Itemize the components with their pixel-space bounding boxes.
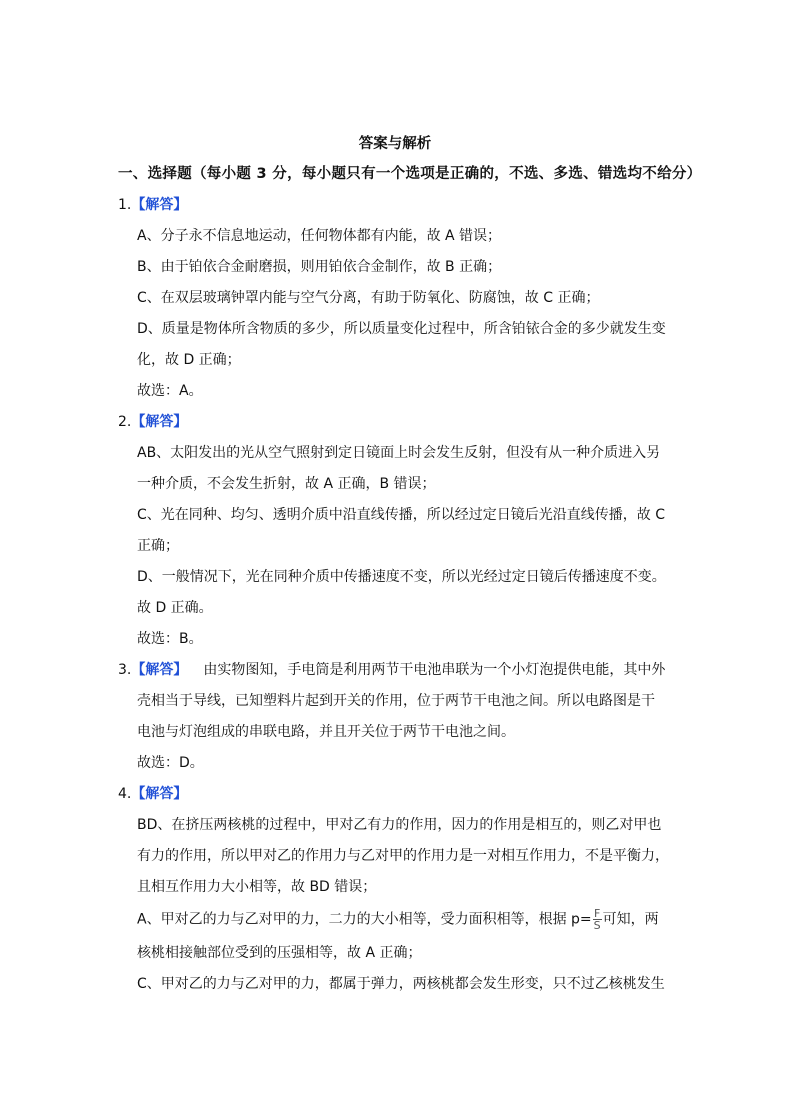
- answer-tag: 【解答】: [131, 414, 188, 430]
- answer-tag: 【解答】: [131, 662, 188, 678]
- question-number: 2.: [118, 414, 132, 430]
- q4-line-4-before: A、甲对乙的力与乙对甲的力，二力的大小相等，受力面积相等，根据 p=: [137, 911, 592, 928]
- q2-line-3: C、光在同种、均匀、透明介质中沿直线传播，所以经过定日镜后光沿直线传播，故 C: [137, 507, 665, 523]
- fraction-denominator: S: [593, 919, 601, 932]
- question-2-header: [118, 412, 187, 432]
- q2-line-2: 一种介质，不会发生折射，故 A 正确，B 错误；: [137, 476, 436, 492]
- q1-line-5: 化，故 D 正确；: [137, 352, 241, 368]
- q4-line-6: C、甲对乙的力与乙对甲的力，都属于弹力，两核桃都会发生形变，只不过乙核桃发生: [137, 976, 665, 992]
- q1-line-6: 故选：A。: [137, 383, 203, 399]
- q1-line-1: A、分子永不信息地运动，任何物体都有内能，故 A 错误；: [137, 228, 502, 244]
- q4-line-5: 核桃相接触部位受到的压强相等，故 A 正确；: [137, 945, 422, 961]
- pressure-fraction: [593, 908, 602, 931]
- question-4-header: [118, 784, 187, 804]
- q2-line-5: D、一般情况下，光在同种介质中传播速度不变，所以光经过定日镜后传播速度不变。: [137, 569, 666, 585]
- q3-line-4: 故选：D。: [137, 755, 204, 771]
- section-header: 一、选择题（每小题 3 分，每小题只有一个选项是正确的，不选、多选、错选均不给分）: [118, 166, 702, 182]
- question-number: 3.: [118, 662, 132, 678]
- q3-line-3: 电池与灯泡组成的串联电路，并且开关位于两节干电池之间。: [137, 724, 515, 740]
- q2-line-7: 故选：B。: [137, 631, 203, 647]
- q1-line-3: C、在双层玻璃钟罩内能与空气分离，有助于防氧化、防腐蚀，故 C 正确；: [137, 290, 600, 306]
- q2-line-6: 故 D 正确。: [137, 600, 213, 616]
- q1-line-2: B、由于铂依合金耐磨损，则用铂依合金制作，故 B 正确；: [137, 259, 502, 275]
- q4-line-4-after: 可知，两: [602, 911, 659, 928]
- answer-tag: 【解答】: [131, 786, 188, 802]
- q1-line-4: D、质量是物体所含物质的多少，所以质量变化过程中，所含铂铱合金的多少就发生变: [137, 321, 666, 337]
- q2-line-4: 正确；: [137, 538, 179, 554]
- q2-line-1: AB、太阳发出的光从空气照射到定日镜面上时会发生反射，但没有从一种介质进入另: [137, 445, 661, 461]
- page-title: 答案与解析: [358, 136, 432, 152]
- q4-line-1: BD、在挤压两核桃的过程中，甲对乙有力的作用，因力的作用是相互的，则乙对甲也: [137, 817, 662, 833]
- q4-line-3: 且相互作用力大小相等，故 BD 错误；: [137, 879, 377, 895]
- question-1-header: [118, 195, 187, 215]
- question-3-header: [118, 660, 665, 680]
- q4-line-2: 有力的作用，所以甲对乙的作用力与乙对甲的作用力是一对相互作用力，不是平衡力，: [137, 848, 669, 864]
- q4-formula-line: [137, 908, 659, 931]
- q3-line-1: 由实物图知，手电筒是利用两节干电池串联为一个小灯泡提供电能，其中外: [203, 662, 666, 678]
- q3-line-2: 壳相当于导线，已知塑料片起到开关的作用，位于两节干电池之间。所以电路图是干: [137, 693, 655, 709]
- fraction-numerator: F: [593, 907, 601, 920]
- question-number: 1.: [118, 197, 132, 213]
- question-number: 4.: [118, 786, 132, 802]
- answer-tag: 【解答】: [131, 197, 188, 213]
